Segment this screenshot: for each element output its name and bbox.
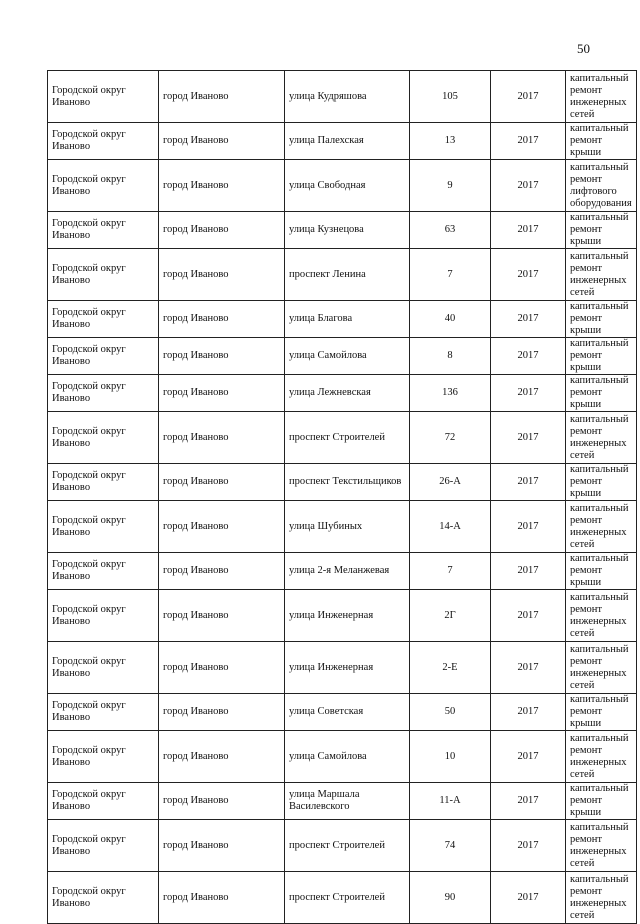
work-type-cell: капитальный ремонт инженерных сетей	[566, 731, 637, 783]
house-number-cell: 11-А	[410, 783, 491, 820]
municipal-district-cell: Городской округ Иваново	[48, 71, 159, 123]
house-number-cell: 50	[410, 694, 491, 731]
street-cell: улица Кузнецова	[285, 212, 410, 249]
settlement-cell: город Иваново	[159, 501, 285, 553]
year-cell: 2017	[491, 553, 566, 590]
year-cell: 2017	[491, 71, 566, 123]
year-cell: 2017	[491, 412, 566, 464]
settlement-cell: город Иваново	[159, 553, 285, 590]
settlement-cell: город Иваново	[159, 412, 285, 464]
work-type-cell: капитальный ремонт крыши	[566, 123, 637, 160]
house-number-cell: 9	[410, 160, 491, 212]
year-cell: 2017	[491, 375, 566, 412]
table-row	[48, 464, 637, 501]
work-type-cell: капитальный ремонт инженерных сетей	[566, 412, 637, 464]
table-row	[48, 412, 637, 464]
year-cell: 2017	[491, 642, 566, 694]
table-row	[48, 820, 637, 872]
settlement-cell: город Иваново	[159, 301, 285, 338]
street-cell: проспект Строителей	[285, 820, 410, 872]
street-cell: улица Самойлова	[285, 338, 410, 375]
municipal-district-cell: Городской округ Иваново	[48, 731, 159, 783]
street-cell: проспект Строителей	[285, 412, 410, 464]
house-number-cell: 7	[410, 249, 491, 301]
street-cell: улица Шубиных	[285, 501, 410, 553]
table-row	[48, 783, 637, 820]
municipal-district-cell: Городской округ Иваново	[48, 694, 159, 731]
settlement-cell: город Иваново	[159, 731, 285, 783]
year-cell: 2017	[491, 590, 566, 642]
street-cell: проспект Ленина	[285, 249, 410, 301]
table-row	[48, 731, 637, 783]
table-row	[48, 694, 637, 731]
table-row	[48, 123, 637, 160]
house-number-cell: 8	[410, 338, 491, 375]
settlement-cell: город Иваново	[159, 249, 285, 301]
settlement-cell: город Иваново	[159, 783, 285, 820]
year-cell: 2017	[491, 872, 566, 924]
work-type-cell: капитальный ремонт инженерных сетей	[566, 71, 637, 123]
street-cell: проспект Строителей	[285, 872, 410, 924]
table-row	[48, 160, 637, 212]
street-cell: улица Инженерная	[285, 590, 410, 642]
settlement-cell: город Иваново	[159, 212, 285, 249]
repair-registry-table	[47, 70, 637, 924]
settlement-cell: город Иваново	[159, 464, 285, 501]
table-row	[48, 501, 637, 553]
house-number-cell: 14-А	[410, 501, 491, 553]
page-number: 50	[577, 41, 590, 56]
year-cell: 2017	[491, 464, 566, 501]
work-type-cell: капитальный ремонт инженерных сетей	[566, 820, 637, 872]
street-cell: улица Благова	[285, 301, 410, 338]
municipal-district-cell: Городской округ Иваново	[48, 590, 159, 642]
house-number-cell: 2Г	[410, 590, 491, 642]
municipal-district-cell: Городской округ Иваново	[48, 820, 159, 872]
table-row	[48, 338, 637, 375]
work-type-cell: капитальный ремонт инженерных сетей	[566, 249, 637, 301]
house-number-cell: 7	[410, 553, 491, 590]
settlement-cell: город Иваново	[159, 872, 285, 924]
house-number-cell: 13	[410, 123, 491, 160]
year-cell: 2017	[491, 249, 566, 301]
work-type-cell: капитальный ремонт крыши	[566, 553, 637, 590]
table-row	[48, 375, 637, 412]
year-cell: 2017	[491, 160, 566, 212]
settlement-cell: город Иваново	[159, 338, 285, 375]
street-cell: улица Самойлова	[285, 731, 410, 783]
house-number-cell: 105	[410, 71, 491, 123]
house-number-cell: 72	[410, 412, 491, 464]
settlement-cell: город Иваново	[159, 642, 285, 694]
table-row	[48, 590, 637, 642]
municipal-district-cell: Городской округ Иваново	[48, 783, 159, 820]
year-cell: 2017	[491, 123, 566, 160]
municipal-district-cell: Городской округ Иваново	[48, 375, 159, 412]
settlement-cell: город Иваново	[159, 820, 285, 872]
street-cell: улица Маршала Василевского	[285, 783, 410, 820]
table-row	[48, 642, 637, 694]
street-cell: улица Лежневская	[285, 375, 410, 412]
settlement-cell: город Иваново	[159, 375, 285, 412]
work-type-cell: капитальный ремонт крыши	[566, 464, 637, 501]
street-cell: улица Свободная	[285, 160, 410, 212]
work-type-cell: капитальный ремонт инженерных сетей	[566, 501, 637, 553]
street-cell: улица Кудряшова	[285, 71, 410, 123]
house-number-cell: 2-Е	[410, 642, 491, 694]
street-cell: улица 2-я Меланжевая	[285, 553, 410, 590]
work-type-cell: капитальный ремонт крыши	[566, 783, 637, 820]
work-type-cell: капитальный ремонт крыши	[566, 301, 637, 338]
municipal-district-cell: Городской округ Иваново	[48, 212, 159, 249]
year-cell: 2017	[491, 301, 566, 338]
year-cell: 2017	[491, 694, 566, 731]
year-cell: 2017	[491, 783, 566, 820]
work-type-cell: капитальный ремонт крыши	[566, 338, 637, 375]
year-cell: 2017	[491, 731, 566, 783]
settlement-cell: город Иваново	[159, 123, 285, 160]
municipal-district-cell: Городской округ Иваново	[48, 160, 159, 212]
municipal-district-cell: Городской округ Иваново	[48, 123, 159, 160]
year-cell: 2017	[491, 820, 566, 872]
municipal-district-cell: Городской округ Иваново	[48, 249, 159, 301]
house-number-cell: 90	[410, 872, 491, 924]
work-type-cell: капитальный ремонт инженерных сетей	[566, 872, 637, 924]
work-type-cell: капитальный ремонт крыши	[566, 212, 637, 249]
table-body	[48, 71, 637, 924]
settlement-cell: город Иваново	[159, 71, 285, 123]
municipal-district-cell: Городской округ Иваново	[48, 338, 159, 375]
table-row	[48, 212, 637, 249]
year-cell: 2017	[491, 212, 566, 249]
table-row	[48, 301, 637, 338]
settlement-cell: город Иваново	[159, 694, 285, 731]
table-row	[48, 71, 637, 123]
street-cell: улица Палехская	[285, 123, 410, 160]
municipal-district-cell: Городской округ Иваново	[48, 464, 159, 501]
street-cell: проспект Текстильщиков	[285, 464, 410, 501]
work-type-cell: капитальный ремонт крыши	[566, 375, 637, 412]
work-type-cell: капитальный ремонт инженерных сетей	[566, 590, 637, 642]
table-row	[48, 249, 637, 301]
table-row	[48, 553, 637, 590]
municipal-district-cell: Городской округ Иваново	[48, 412, 159, 464]
street-cell: улица Инженерная	[285, 642, 410, 694]
house-number-cell: 40	[410, 301, 491, 338]
year-cell: 2017	[491, 338, 566, 375]
municipal-district-cell: Городской округ Иваново	[48, 301, 159, 338]
municipal-district-cell: Городской округ Иваново	[48, 501, 159, 553]
house-number-cell: 10	[410, 731, 491, 783]
street-cell: улица Советская	[285, 694, 410, 731]
municipal-district-cell: Городской округ Иваново	[48, 872, 159, 924]
house-number-cell: 63	[410, 212, 491, 249]
municipal-district-cell: Городской округ Иваново	[48, 553, 159, 590]
work-type-cell: капитальный ремонт лифтового оборудования	[566, 160, 637, 212]
municipal-district-cell: Городской округ Иваново	[48, 642, 159, 694]
house-number-cell: 136	[410, 375, 491, 412]
table-row	[48, 872, 637, 924]
settlement-cell: город Иваново	[159, 160, 285, 212]
work-type-cell: капитальный ремонт крыши	[566, 694, 637, 731]
house-number-cell: 74	[410, 820, 491, 872]
year-cell: 2017	[491, 501, 566, 553]
work-type-cell: капитальный ремонт инженерных сетей	[566, 642, 637, 694]
house-number-cell: 26-А	[410, 464, 491, 501]
settlement-cell: город Иваново	[159, 590, 285, 642]
